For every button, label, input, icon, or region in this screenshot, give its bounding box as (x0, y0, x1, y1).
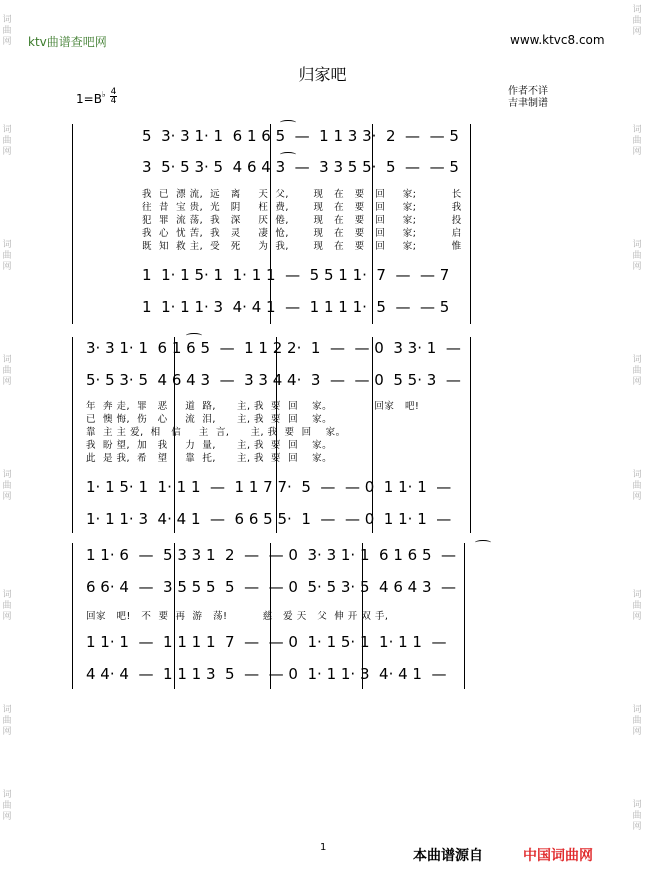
song-title: 归家吧 (298, 65, 347, 84)
lyric-line: 靠 主 主 爱, 相 信 主 言, 主, 我 要 回 家。 (86, 427, 346, 438)
lyric-line: 犯 罪 流 荡, 我 深 厌 倦, 现 在 要 回 家; 投 (142, 215, 462, 226)
arranger: 吉聿制谱 (508, 98, 548, 109)
watermark-left-4: 词 曲 网 (2, 355, 12, 387)
system-3-bracket (72, 543, 73, 689)
staff-line: 1· 1 1· 3 4· 4 1 — 6 6 5 5· 1 — — 0 1 1· 1 — (86, 510, 452, 528)
barline (470, 337, 471, 533)
key-signature (76, 92, 106, 106)
watermark-left-1: 词 曲 网 (2, 15, 12, 47)
watermark-right-4: 词 曲 网 (632, 355, 642, 387)
lyric-line: 我 盼 望, 加 我 力 量, 主, 我 要 回 家。 (86, 440, 333, 451)
slur (186, 333, 202, 338)
system-2-bracket (72, 337, 73, 533)
flat-sign: ♭ (101, 90, 106, 99)
staff-line: 1 1· 1 1· 3 4· 4 1 — 1 1 1 1· 5 — — 5 (142, 298, 450, 316)
watermark-right-2: 词 曲 网 (632, 125, 642, 157)
watermark-right-1: 词 曲 网 (632, 5, 642, 37)
site-url: www.ktvc8.com (510, 33, 605, 47)
lyric-line: 我 已 漂 流, 远 离 天 父, 现 在 要 回 家; 长 (142, 189, 462, 200)
time-signature (110, 88, 117, 105)
system-1-bracket (72, 124, 73, 324)
slur (280, 152, 296, 157)
barline (470, 124, 471, 324)
barline (372, 337, 373, 533)
watermark-right-6: 词 曲 网 (632, 590, 642, 622)
lyric-line: 我 心 忧 苦, 我 灵 凄 怆, 现 在 要 回 家; 启 (142, 228, 462, 239)
meter-bottom: 4 (110, 96, 117, 106)
staff-line: 1 1· 1 5· 1 1· 1 1 — 5 5 1 1· 7 — — 7 (142, 266, 450, 284)
source-site-name: 中国词曲网 (523, 848, 593, 864)
watermark-right-5: 词 曲 网 (632, 470, 642, 502)
slur (475, 540, 491, 545)
staff-line: 5 3· 3 1· 1 6 1 6 5 — 1 1 3 3· 2 — — 5 (142, 127, 459, 145)
lyric-line: 回家 吧! 不 要 再 游 荡! 慈 爱 天 父 伸 开 双 手, (86, 611, 389, 622)
page-number: 1 (320, 842, 327, 853)
barline (464, 543, 465, 689)
lyric-line: 此 是 我, 希 望 靠 托, 主, 我 要 回 家。 (86, 453, 333, 464)
credits (508, 86, 548, 110)
composer: 作者不详 (508, 86, 548, 97)
staff-line: 1 1· 1 — 1 1 1 1 7 — — 0 1· 1 5· 1 1· 1 1 — (86, 633, 447, 651)
staff-line: 6 6· 4 — 3 5 5 5 5 — — 0 5· 5 3· 5 4 6 4 3 — (86, 578, 457, 596)
watermark-left-3: 词 曲 网 (2, 240, 12, 272)
staff-line: 1 1· 6 — 5 3 3 1 2 — — 0 3· 3 1· 1 6 1 6 5 — (86, 546, 457, 564)
watermark-right-8: 词 曲 网 (632, 800, 642, 832)
watermark-left-5: 词 曲 网 (2, 470, 12, 502)
site-logo-text: ktv曲谱查吧网 (28, 35, 107, 49)
slur (280, 120, 296, 125)
staff-line: 1· 1 5· 1 1· 1 1 — 1 1 7 7· 5 — — 0 1 1· 1 — (86, 478, 452, 496)
lyric-line: 已 懊 悔, 伤 心 流 泪, 主, 我 要 回 家。 (86, 414, 333, 425)
watermark-right-3: 词 曲 网 (632, 240, 642, 272)
watermark-left-6: 词 曲 网 (2, 590, 12, 622)
key-label: 1=B (76, 92, 102, 106)
staff-line: 3 5· 5 3· 5 4 6 4 3 — 3 3 5 5· 5 — — 5 (142, 158, 459, 176)
meter-top: 4 (110, 87, 117, 97)
watermark-left-7: 词 曲 网 (2, 705, 12, 737)
lyric-line: 年 奔 走, 罪 恶 道 路, 主, 我 要 回 家。 回家 吧! (86, 401, 420, 412)
watermark-left-8: 词 曲 网 (2, 790, 12, 822)
watermark-left-2: 词 曲 网 (2, 125, 12, 157)
staff-line: 5· 5 3· 5 4 6 4 3 — 3 3 4 4· 3 — — 0 5 5· 3 — (86, 371, 461, 389)
staff-line: 4 4· 4 — 1 1 1 3 5 — — 0 1· 1 1· 3 4· 4 1 — (86, 665, 447, 683)
staff-line: 3· 3 1· 1 6 1 6 5 — 1 1 2 2· 1 — — 0 3 3· 1 — (86, 339, 461, 357)
lyric-line: 既 知 救 主, 受 死 为 我, 现 在 要 回 家; 惟 (142, 241, 462, 252)
watermark-right-7: 词 曲 网 (632, 705, 642, 737)
lyric-line: 往 昔 宝 贵, 光 阴 枉 费, 现 在 要 回 家; 我 (142, 202, 462, 213)
source-label: 本曲谱源自 (413, 848, 483, 864)
